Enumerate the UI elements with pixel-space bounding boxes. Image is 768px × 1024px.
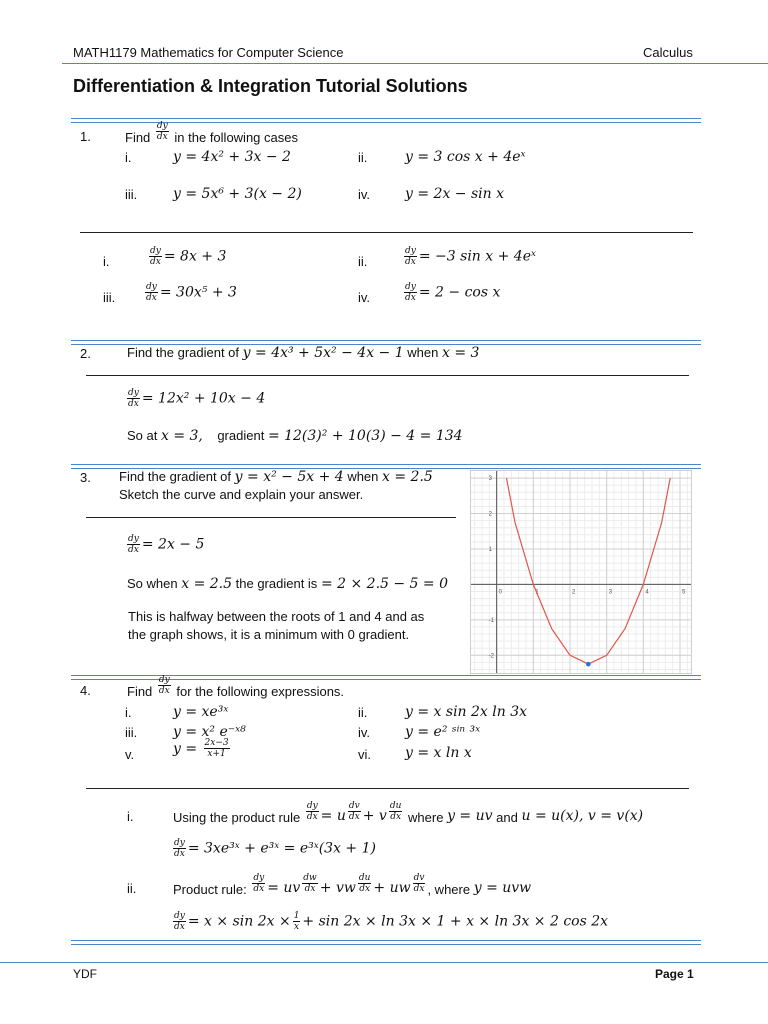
q1-item-expr: y = 5x⁶ + 3(x − 2) [173,186,302,202]
q1-item-label: ii. [358,150,368,165]
graph-canvas [471,471,691,673]
q4-answer-i-result: $\frac{dy}{dx}$ = 3xe³ˣ + e³ˣ = e³ˣ(3x + 1) [174,838,376,859]
q3-explanation: the graph shows, it is a minimum with 0 gradient. [128,627,410,642]
q4-item-expr: y = e² ˢⁱⁿ ³ˣ [405,724,481,740]
q3-prompt-sketch: Sketch the curve and explain your answer. [119,487,364,502]
minimum-point [586,662,591,667]
q3-gradient-expr: = 2 × 2.5 − 5 = 0 [320,576,448,592]
q1-answer: $\frac{dy}{dx}$ = 8x + 3 [150,246,227,267]
dydx-fraction: $\frac{dy}{dx}$ [158,675,170,696]
q4-item-label: v. [125,747,135,762]
q1-answer: $\frac{dy}{dx}$ = −3 sin x + 4eˣ [405,246,536,267]
dydx-fraction: $\frac{dy}{dx}$ [253,873,265,894]
dwdx-fraction: $\frac{dw}{dx}$ [303,873,317,894]
q4-v-fraction: $\frac{2x-3}{x+1}$ [204,738,229,759]
q2-derivative: $\frac{dy}{dx}$ = 12x² + 10x − 4 [128,388,266,409]
q1-prompt: in the following cases [174,129,298,145]
y-tick-label: 2 [488,511,493,518]
page-title: Differentiation & Integration Tutorial Solutions [73,76,468,96]
topic-label: Calculus [643,45,693,60]
answer-line-q2 [86,375,689,376]
q4-answer-label: ii. [127,881,137,896]
q2-func: y = 4x³ + 5x² − 4x − 1 [242,345,404,361]
q1-answer: $\frac{dy}{dx}$ = 30x⁵ + 3 [146,282,237,303]
section-divider-end [71,940,701,945]
y-tick-label: -2 [488,653,495,660]
q1-item-expr: y = 3 cos x + 4eˣ [405,149,526,165]
q3-explanation: This is halfway between the roots of 1 and 4 and as [128,609,425,624]
x-tick-label: 5 [682,589,686,596]
q4-item-label: i. [125,705,132,720]
x-tick-label: 2 [572,589,576,596]
page-number: Page 1 [655,967,694,981]
q1-item-label: iv. [358,187,371,202]
q4-item-expr: y = x ln x [405,745,472,761]
footer-rule [0,962,768,963]
answer-line-q1 [80,232,693,233]
q1-find [125,121,298,145]
header-rule [62,63,768,64]
q2-gradient-expr: = 12(3)² + 10(3) − 4 = 134 [267,428,463,444]
x-tick-label: 0 [498,589,503,596]
q3-number: 3. [80,470,91,485]
x-tick-label: 4 [645,589,649,596]
x-tick-label: 3 [608,589,613,596]
dydx-fraction: $\frac{dy}{dx}$ [128,388,139,409]
q4-answer-label: i. [127,809,134,824]
q4-answer-ii-rule: Product rule: $\frac{dy}{dx}$ = uv $\frac{dw}{dx}$ + vw $\frac{du}{dx}$ + uw $\frac{dv}{dx}$ , where y = uvw [173,873,532,897]
q4-item-label: vi. [358,747,371,762]
q3-derivative: $\frac{dy}{dx}$ = 2x − 5 [128,534,205,555]
dydx-fraction: $\frac{dy}{dx}$ [306,801,318,822]
dydx-fraction: $\frac{dy}{dx}$ [174,911,185,932]
q2-prompt: Find the gradient of y = 4x³ + 5x² − 4x − 1 when x = 3 [127,345,480,361]
q4-item-label: ii. [358,705,368,720]
q1-dydx: $\frac{dy}{dx}$ [156,121,168,142]
q3-when-value: x = 2.5 [181,576,233,592]
q4-item-label: iv. [358,725,371,740]
dudx-fraction: $\frac{du}{dx}$ [389,801,402,822]
q2-result: So at x = 3, gradient = 12(3)² + 10(3) − 4 = 134 [127,428,463,444]
dydx-fraction: $\frac{dy}{dx}$ [405,282,416,303]
course-title: MATH1179 Mathematics for Computer Science [73,45,344,60]
q4-item-expr: y = $\frac{2x-3}{x+1}$ [173,738,229,759]
q4-find: Find $\frac{dy}{dx}$ for the following expressions. [127,675,345,699]
q2-number: 2. [80,346,91,361]
answer-line-q4 [86,788,689,789]
q1-number: 1. [80,129,91,144]
q3-prompt: Find the gradient of y = x² − 5x + 4 when x = 2.5 [119,469,433,485]
q1-item-expr: y = 4x² + 3x − 2 [173,149,291,165]
one-over-x-fraction: $\frac{1}{x}$ [293,911,300,932]
dudx-fraction: $\frac{du}{dx}$ [358,873,371,894]
parabola-graph [470,470,692,674]
answer-line-q3 [86,517,456,518]
q4-answer-i-rule: Using the product rule $\frac{dy}{dx}$ = u $\frac{dv}{dx}$ + v $\frac{du}{dx}$ where y = uv and u = u(x), v = v(x) [173,801,644,825]
y-tick-label: 3 [488,476,493,483]
q3-result: So when x = 2.5 the gradient is = 2 × 2.5 − 5 = 0 [127,576,448,592]
x-tick-label: 1 [535,589,539,596]
q1-answer-label: i. [103,254,110,269]
q4-item-label: iii. [125,725,138,740]
q1-find-text: Find [125,129,151,145]
footer-author: YDF [73,967,97,981]
q1-answer: $\frac{dy}{dx}$ = 2 − cos x [405,282,501,303]
q1-answer-label: iv. [358,290,371,305]
y-tick-label: 1 [488,546,493,553]
q3-func: y = x² − 5x + 4 [234,469,344,485]
dydx-fraction: $\frac{dy}{dx}$ [128,534,139,555]
q1-item-expr: y = 2x − sin x [405,186,504,202]
dvdx-fraction: $\frac{dv}{dx}$ [413,873,425,894]
q4-number: 4. [80,683,91,698]
q1-answer-label: ii. [358,254,368,269]
dydx-fraction: $\frac{dy}{dx}$ [405,246,416,267]
dydx-fraction: $\frac{dy}{dx}$ [150,246,161,267]
q4-item-expr: y = x² e⁻ˣ⁸ [173,724,246,740]
q4-item-expr: y = xe³ˣ [173,704,229,720]
q1-answer-label: iii. [103,290,116,305]
q1-item-label: iii. [125,187,138,202]
q1-item-label: i. [125,150,132,165]
dydx-fraction: $\frac{dy}{dx}$ [146,282,157,303]
dvdx-fraction: $\frac{dv}{dx}$ [348,801,360,822]
q4-item-expr: y = x sin 2x ln 3x [405,704,528,720]
q4-answer-ii-result: $\frac{dy}{dx}$ = x × sin 2x × $\frac{1}{x}$ + sin 2x × ln 3x × 1 + x × ln 3x × 2 cos 2x [174,911,609,932]
q2-cond: x = 3 [441,345,480,361]
q3-cond: x = 2.5 [382,469,433,485]
q2-at-value: x = 3, [160,428,203,444]
dydx-fraction: $\frac{dy}{dx}$ [174,838,185,859]
y-tick-label: -1 [488,617,495,624]
